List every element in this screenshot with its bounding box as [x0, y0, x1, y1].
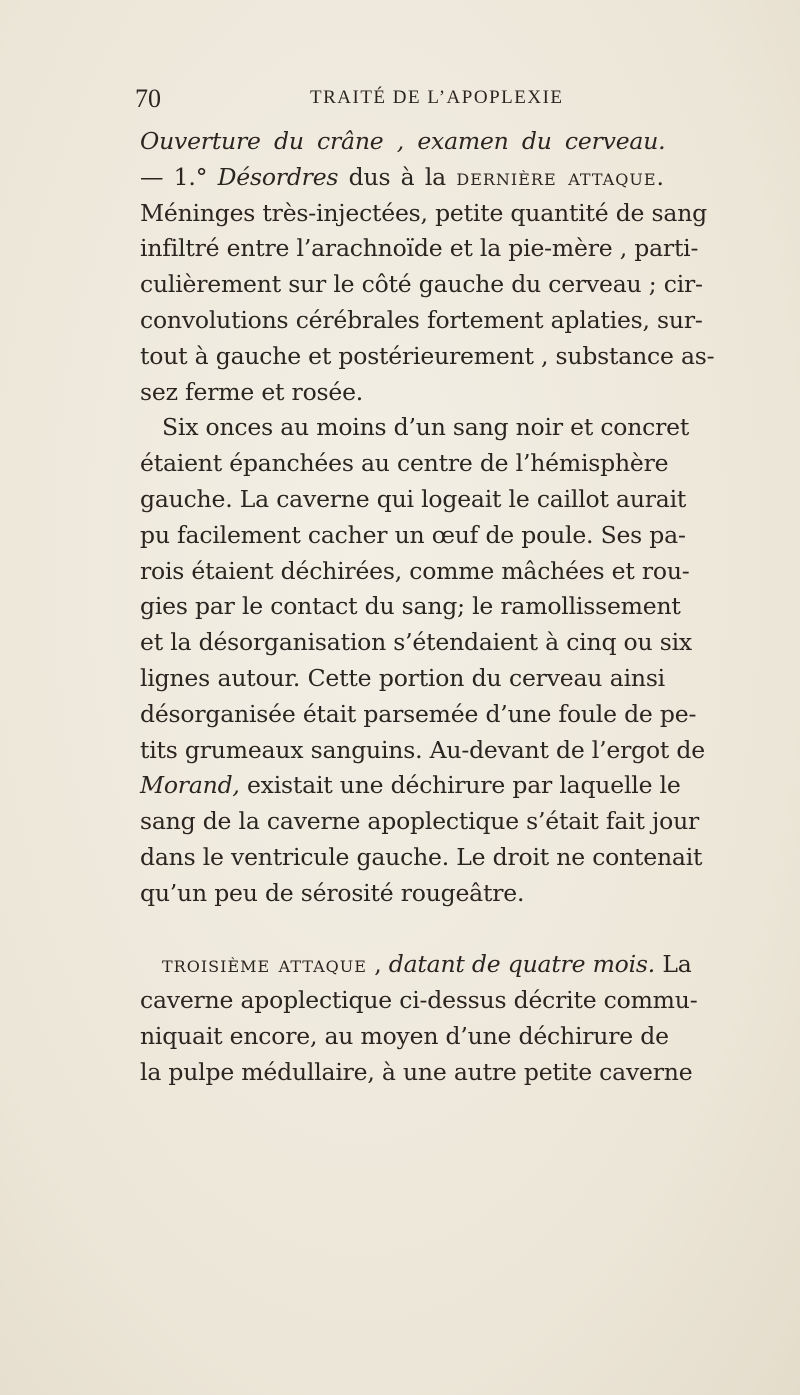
running-head: TRAITÉ DE L’APOPLEXIE: [310, 87, 564, 108]
text-line: caverne apoplectique ci-dessus décrite commu-: [140, 986, 698, 1015]
text-line: infiltré entre l’arachnoïde et la pie-mère , parti-: [140, 234, 699, 263]
text-line: niquait encore, au moyen d’une déchirure de: [140, 1021, 669, 1050]
text-line: tout à gauche et postérieurement , substance as-: [140, 341, 715, 370]
text-line: gies par le contact du sang; le ramollissement: [140, 592, 681, 621]
small-caps-span: troisième attaque: [162, 950, 367, 979]
text-line: sang de la caverne apoplectique s’était fait jour: [140, 807, 700, 836]
text-span: existait une déchirure par laquelle le: [239, 771, 681, 800]
text-line: convolutions cérébrales fortement aplaties, sur-: [140, 305, 703, 334]
text-span: — 1.°: [140, 162, 218, 191]
text-line: [140, 160, 665, 196]
section-title: Ouverture du crâne , examen du cerveau.: [140, 127, 666, 155]
text-line: gauche. La caverne qui logeait le caillot aurait: [140, 484, 687, 513]
page-header: [135, 84, 660, 124]
text-line: [140, 947, 692, 983]
text-line: étaient épanchées au centre de l’hémisphère: [140, 449, 669, 478]
italic-span: Morand,: [140, 771, 240, 800]
text-span: ,: [366, 950, 389, 979]
italic-span: Désordres: [217, 162, 339, 191]
text-span: La: [655, 950, 692, 979]
paragraph-gap: [140, 912, 665, 948]
text-line: tits grumeaux sanguins. Au-devant de l’ergot de: [140, 735, 705, 764]
text-line: culièrement sur le côté gauche du cerveau ; cir-: [140, 270, 703, 299]
text-line: sez ferme et rosée.: [140, 377, 364, 406]
italic-span: datant de quatre mois.: [388, 950, 656, 979]
text-line: dans le ventricule gauche. Le droit ne contenait: [140, 842, 703, 871]
text-line: Six onces au moins d’un sang noir et concret: [162, 413, 690, 442]
text-line: pu facilement cacher un œuf de poule. Ses pa-: [140, 520, 686, 549]
page-number: 70: [135, 84, 161, 113]
body-text: [140, 124, 715, 1091]
text-line: la pulpe médullaire, à une autre petite caverne: [140, 1057, 693, 1086]
text-line: [140, 768, 681, 804]
text-line: qu’un peu de sérosité rougeâtre.: [140, 878, 525, 907]
small-caps-span: dernière attaque.: [456, 162, 665, 191]
text-span: dus à la: [338, 162, 457, 191]
text-line: lignes autour. Cette portion du cerveau ainsi: [140, 663, 665, 692]
text-line: et la désorganisation s’étendaient à cinq ou six: [140, 628, 692, 657]
text-line: Méninges très-injectées, petite quantité de sang: [140, 198, 707, 227]
text-line: désorganisée était parsemée d’une foule de pe-: [140, 699, 697, 728]
text-line: rois étaient déchirées, comme mâchées et rou-: [140, 556, 690, 585]
